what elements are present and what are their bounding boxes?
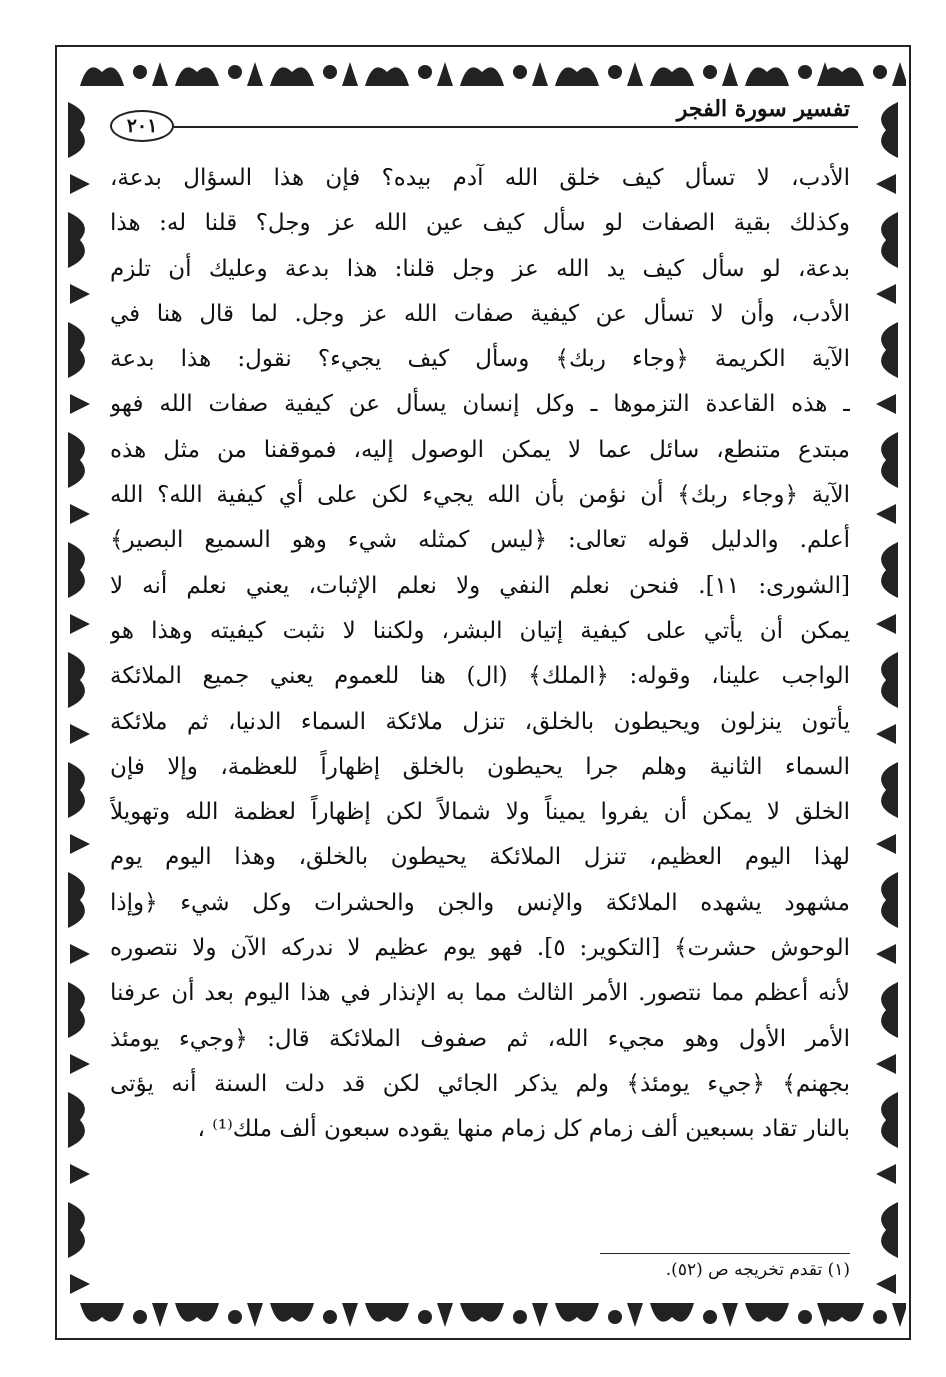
body-line: وكذلك بقية الصفات لو سأل كيف عين الله عز وجل؟ قلنا له: هذا: [110, 210, 850, 237]
body-line: بالنار تقاد بسبعين ألف زمام كل زمام منها يقوده سبعون ألف ملك⁽¹⁾ ،: [197, 1116, 850, 1143]
body-line: [الشورى: ١١]. فنحن نعلم النفي ولا نعلم الإثبات، يعني نعلم أنه لا: [110, 572, 850, 599]
page-content: [110, 92, 858, 1297]
running-title: تفسير سورة الفجر: [676, 96, 850, 122]
header-rule: [172, 126, 858, 128]
body-line: الوحوش حشرت﴾ [التكوير: ٥]. فهو يوم عظيم لا ندركه الآن ولا نتصوره: [110, 935, 850, 962]
body-line: الواجب علينا، وقوله: ﴿الملك﴾ (ال) هنا للعموم يعني جميع الملائكة: [110, 663, 850, 690]
ornament-border-left: [60, 92, 102, 1297]
ornament-border-right: [864, 92, 906, 1297]
body-line: مشهود يشهده الملائكة والإنس والجن والحشرات وكل شيء ﴿وإذا: [110, 889, 850, 916]
body-line: السماء الثانية وهلم جرا يحيطون بالخلق إظهاراً للعظمة، وإلا فإن: [110, 753, 850, 780]
body-line: بدعة، لو سأل كيف يد الله عز وجل قلنا: هذا بدعة وعليك أن تلزم: [110, 255, 850, 282]
footnote: (١) تقدم تخريجه ص (٥٢).: [665, 1260, 850, 1280]
body-line: أعلم. والدليل قوله تعالى: ﴿ليس كمثله شيء وهو السميع البصير﴾: [110, 527, 850, 554]
body-line: الأمر الأول وهو مجيء الله، ثم صفوف الملائكة قال: ﴿وجيء يومئذ: [110, 1025, 850, 1052]
ornament-border-bottom: [60, 1297, 906, 1337]
ornament-border-top: [60, 52, 906, 92]
body-line: الآية ﴿وجاء ربك﴾ أن نؤمن بأن الله يجيء لكن على أي كيفية الله؟ الله: [110, 482, 850, 509]
body-line: مبتدع متنطع، سائل عما لا يمكن الوصول إليه، فموقفنا من مثل هذه: [110, 436, 850, 463]
page-number: ٢٠١: [110, 110, 174, 142]
body-line: الأدب، وأن لا تسأل عن كيفية صفات الله عز وجل. لما قال هنا في: [110, 300, 850, 327]
body-line: يأتون ينزلون ويحيطون بالخلق، تنزل ملائكة السماء الدنيا، ثم ملائكة: [110, 708, 850, 735]
body-line: الخلق لا يمكن أن يفروا يميناً ولا شمالاً لكن إظهاراً لعظمة الله وتهويلاً: [110, 799, 850, 826]
body-text: [110, 156, 850, 1153]
footnote-rule: [600, 1253, 850, 1254]
body-line: ـ هذه القاعدة التزموها ـ وكل إنسان يسأل عن كيفية صفات الله فهو: [110, 391, 850, 418]
body-line: الآية الكريمة ﴿وجاء ربك﴾ وسأل كيف يجيء؟ نقول: هذا بدعة: [110, 346, 850, 373]
body-line: لهذا اليوم العظيم، تنزل الملائكة يحيطون بالخلق، وهذا اليوم يوم: [110, 844, 850, 871]
body-line: الأدب، لا تسأل كيف خلق الله آدم بيده؟ فإن هذا السؤال بدعة،: [110, 165, 850, 191]
body-line: يمكن أن يأتي على كيفية إتيان البشر، ولكننا لا نثبت كيفيته وهذا هو: [110, 617, 850, 644]
body-line: بجهنم﴾ ﴿جيء يومئذ﴾ ولم يذكر الجائي لكن قد دلت السنة أنه يؤتى: [110, 1070, 850, 1097]
body-line: لأنه أعظم مما نتصور. الأمر الثالث مما به الإنذار في هذا اليوم بعد أن عرفنا: [110, 980, 850, 1007]
